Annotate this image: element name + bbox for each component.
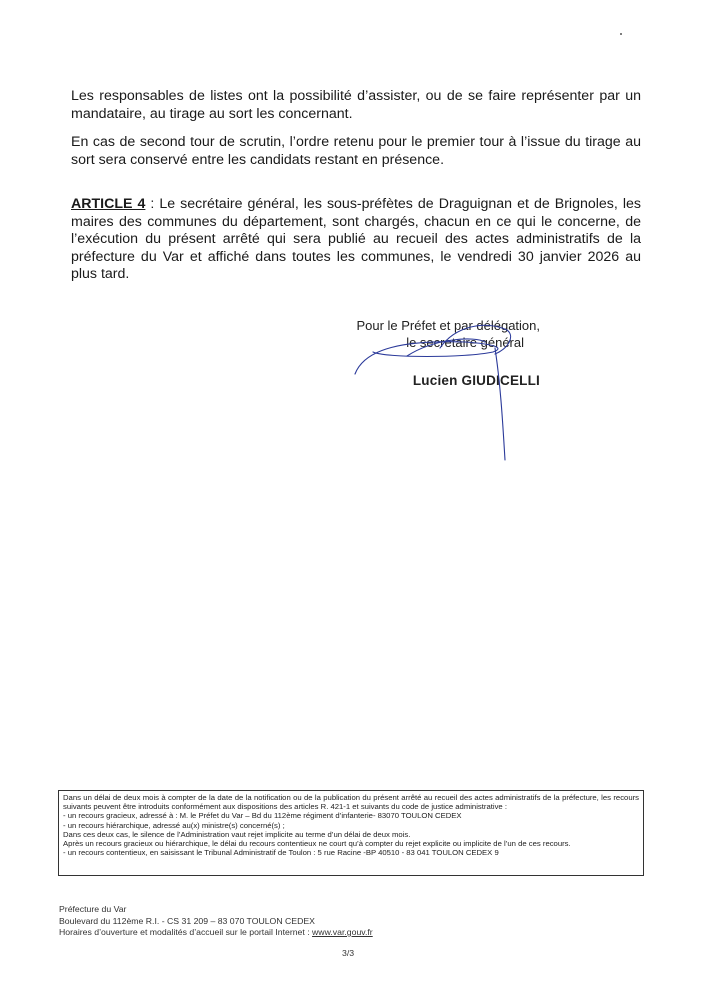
page-number: 3/3 bbox=[342, 948, 355, 958]
legal-notice-line: - un recours gracieux, adressé à : M. le Préfet du Var – Bd du 112ème régiment d’infanterie- 83070 TOULON CEDEX bbox=[63, 811, 462, 821]
handwritten-signature bbox=[345, 318, 535, 468]
legal-notice-line: - un recours hiérarchique, adressé au(x) ministre(s) concerné(s) ; bbox=[63, 820, 285, 830]
paragraph-second-round: En cas de second tour de scrutin, l’ordre retenu pour le premier tour à l’issue du tirage au sort sera conservé entre les candidats restant en présence. bbox=[71, 134, 641, 168]
signatory-name: Lucien GIUDICELLI bbox=[412, 373, 540, 388]
footer-hours bbox=[59, 927, 373, 939]
signature-stroke-hook bbox=[407, 339, 485, 356]
article-4-label: ARTICLE 4 bbox=[71, 196, 146, 212]
scan-speck bbox=[620, 33, 622, 35]
signature-delegation-line: Pour le Préfet et par délégation, bbox=[356, 318, 540, 333]
legal-notice-line: Dans un délai de deux mois à compter de la date de la notification ou de la publication du présent arrêté au recueil des actes administratifs de la préfecture, les recours suivants peuvent être introduits conformément aux dispositions des articles R. 421-1 et suivants du code de justice administrative : bbox=[63, 793, 639, 812]
signature-stroke-tail bbox=[495, 348, 505, 460]
legal-notice-line: Après un recours gracieux ou hiérarchique, le délai du recours contentieux ne court qu’à compter du rejet explicite ou implicite de l’un de ces recours. bbox=[63, 839, 571, 849]
paragraph-list-representatives: Les responsables de listes ont la possibilité d’assister, ou de se faire représenter par un mandataire, au tirage au sort les concernant. bbox=[71, 88, 641, 122]
article-4-paragraph bbox=[71, 196, 641, 284]
legal-notice-line: Dans ces deux cas, le silence de l’Administration vaut rejet implicite au terme d’un délai de deux mois. bbox=[63, 829, 411, 839]
footer-address: Boulevard du 112ème R.I. - CS 31 209 – 83 070 TOULON CEDEX bbox=[59, 915, 315, 926]
footer-org-name: Préfecture du Var bbox=[59, 904, 127, 914]
footer-website-link[interactable]: www.var.gouv.fr bbox=[312, 927, 373, 937]
page-footer bbox=[59, 904, 373, 939]
legal-recourse-notice bbox=[58, 790, 644, 876]
signature-title-line: le secrétaire général bbox=[406, 335, 524, 350]
article-4-text: : Le secrétaire général, les sous-préfètes de Draguignan et de Brignoles, les maires des communes du département, sont chargés, chacun en ce qui le concerne, de l’exécution du présent arrêté qui sera publié au recueil des actes administratifs de la préfecture du Var et affiché dans toutes les communes, le vendredi 30 janvier 2026 au plus tard. bbox=[71, 196, 641, 282]
legal-notice-line: - un recours contentieux, en saisissant le Tribunal Administratif de Toulon : 5 rue Racine -BP 40510 - 83 041 TOULON CEDEX 9 bbox=[63, 848, 499, 858]
footer-hours-text: Horaires d’ouverture et modalités d’accueil sur le portail Internet : bbox=[59, 927, 313, 937]
